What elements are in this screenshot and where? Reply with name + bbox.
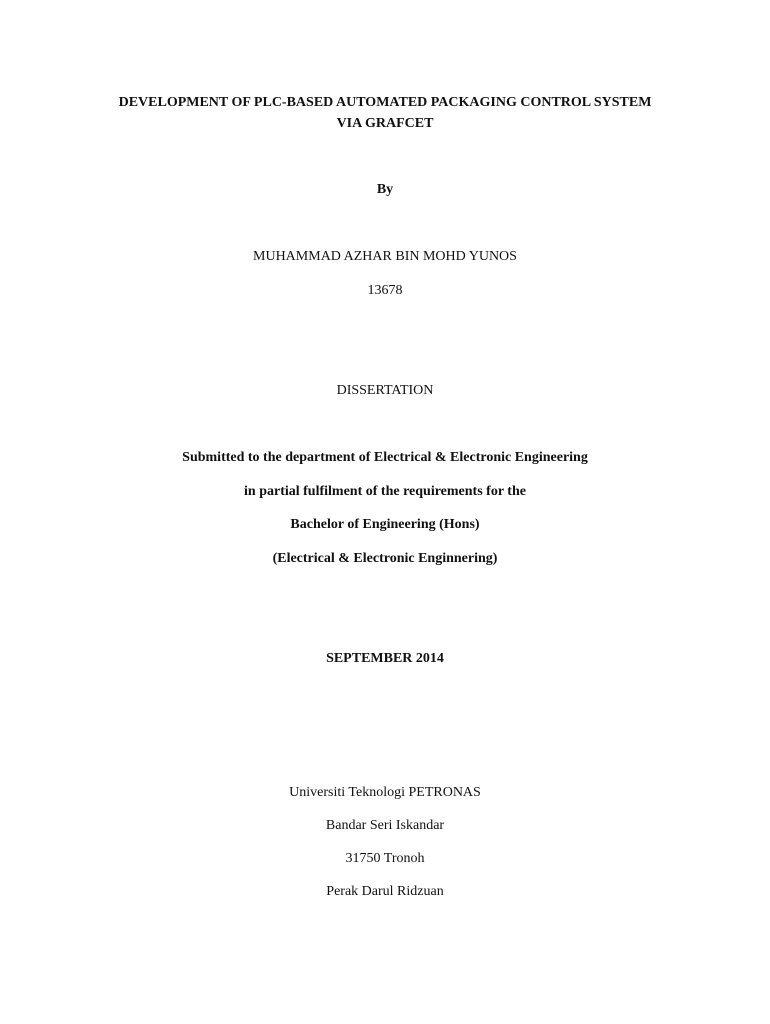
programme-line: (Electrical & Electronic Enginnering) (272, 551, 498, 566)
title-line-1: DEVELOPMENT OF PLC-BASED AUTOMATED PACKAGING CONTROL SYSTEM (118, 95, 652, 110)
address-line-3: Perak Darul Ridzuan (326, 884, 444, 899)
author-name: MUHAMMAD AZHAR BIN MOHD YUNOS (253, 249, 517, 264)
submission-line-2: in partial fulfilment of the requirements for the (244, 484, 526, 499)
degree-line: Bachelor of Engineering (Hons) (290, 517, 480, 532)
student-id: 13678 (367, 283, 403, 298)
submission-date: SEPTEMBER 2014 (326, 651, 444, 666)
submission-line-1: Submitted to the department of Electrical & Electronic Engineering (182, 450, 588, 465)
address-line-2: 31750 Tronoh (345, 851, 425, 866)
address-line-1: Bandar Seri Iskandar (325, 818, 445, 833)
by-label: By (376, 182, 394, 197)
title-line-2: VIA GRAFCET (336, 116, 434, 131)
document-type: DISSERTATION (336, 383, 434, 398)
institution-name: Universiti Teknologi PETRONAS (289, 785, 481, 800)
